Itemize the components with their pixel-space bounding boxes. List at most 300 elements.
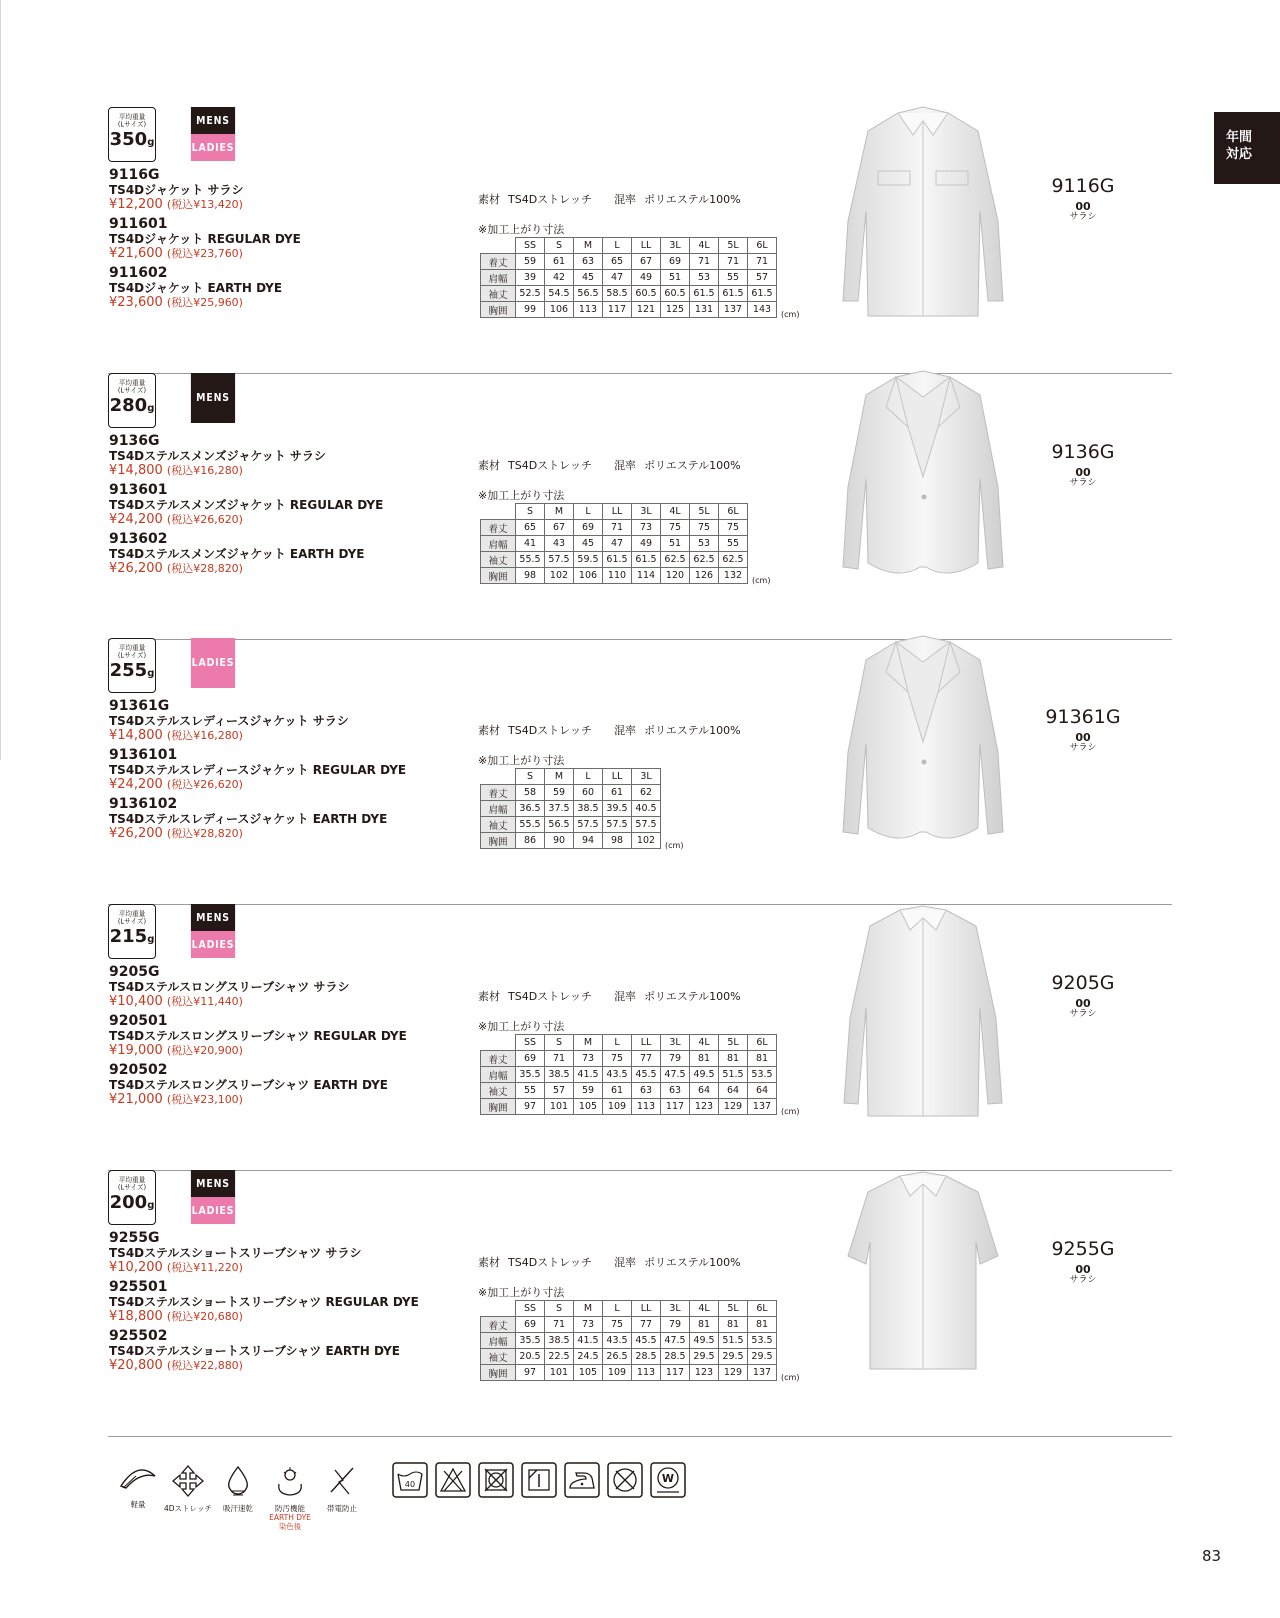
size-header: S [545,1035,574,1051]
price-tax-included: (税込¥23,760) [166,247,243,260]
price-value: ¥26,200 [109,826,163,841]
size-header: S [545,238,574,254]
price-tax-included: (税込¥26,620) [166,513,243,526]
water-drop-icon [208,1464,268,1498]
size-row-label: 着丈 [481,1051,516,1067]
size-cell: 131 [690,302,719,318]
size-cell: 56.5 [545,817,574,833]
size-cell: 53 [690,536,719,552]
size-chart-corner [481,1035,516,1051]
size-header: L [603,238,632,254]
size-cell: 69 [574,520,603,536]
price-value: ¥20,800 [109,1358,163,1373]
size-cell: 45 [574,536,603,552]
material-value: TS4Dストレッチ [508,459,593,472]
size-chart-title: ※加工上がり寸法 [478,1020,565,1033]
size-row-label: 袖丈 [481,1083,516,1099]
size-row-label: 肩幅 [481,536,516,552]
price-tax-included: (税込¥20,900) [166,1044,243,1057]
gender-badges [187,904,239,958]
color-number: 00 [1075,731,1091,744]
size-header: L [603,1301,632,1317]
size-chart [480,1300,777,1381]
size-cell: 55.5 [516,552,545,568]
size-cell: 75 [719,520,748,536]
size-cell: 57.5 [574,817,603,833]
no-dry-clean-icon [607,1462,643,1498]
size-cell: 125 [661,302,690,318]
size-row-label: 袖丈 [481,817,516,833]
size-chart [480,503,748,584]
item-entry [109,167,429,213]
product-code: 91361G [1045,706,1121,728]
feature-item [260,1464,320,1531]
size-cell: 71 [545,1051,574,1067]
item-entry [109,265,429,311]
color-name: サラシ [1069,743,1097,753]
size-cell: 81 [719,1051,748,1067]
size-chart-title: ※加工上がり寸法 [478,489,565,502]
size-header: 6L [748,1301,777,1317]
size-header: LL [603,504,632,520]
weight-badge [108,904,156,959]
size-row-label: 胸囲 [481,1099,516,1115]
size-cell: 43.5 [603,1067,632,1083]
size-cell: 28.5 [661,1349,690,1365]
feature-label: 吸汗速乾 [223,1504,253,1513]
size-row-label: 肩幅 [481,1067,516,1083]
size-cell: 57 [545,1083,574,1099]
size-unit: (cm) [781,1373,800,1382]
item-code: 920502 [109,1062,168,1078]
size-cell: 129 [719,1099,748,1115]
item-price [109,1358,429,1374]
size-cell: 75 [690,520,719,536]
size-cell: 137 [748,1099,777,1115]
size-cell: 55 [719,270,748,286]
price-value: ¥21,000 [109,1092,163,1107]
size-cell: 37.5 [545,801,574,817]
size-cell: 51 [661,270,690,286]
size-header: 4L [690,1035,719,1051]
size-chart [480,768,661,849]
item-code: 9136G [109,433,160,449]
item-price [109,1092,429,1108]
size-cell: 109 [603,1365,632,1381]
item-price [109,512,429,528]
color-name: サラシ [1069,1009,1097,1019]
ladies-badge: LADIES [191,638,235,688]
gender-badges [187,107,239,161]
wash-40-icon [392,1462,428,1498]
blend-value: ポリエステル100% [644,1256,741,1269]
weight-badge [108,638,156,693]
color-number: 00 [1075,997,1091,1010]
wet-clean-icon [650,1462,686,1498]
size-header: 6L [748,238,777,254]
size-unit: (cm) [665,841,684,850]
size-cell: 55.5 [516,817,545,833]
product-code: 9205G [1051,972,1115,994]
size-cell: 75 [603,1317,632,1333]
item-code: 9136102 [109,796,178,812]
price-tax-included: (税込¥28,820) [166,562,243,575]
wash-temperature: 40 [404,1480,416,1489]
weight-unit: g [147,1200,155,1211]
item-name: TS4Dステルスメンズジャケット REGULAR DYE [109,498,384,512]
item-code: 913602 [109,531,168,547]
size-row-label: 胸囲 [481,833,516,849]
item-name: TS4Dステルスショートスリーブシャツ REGULAR DYE [109,1295,419,1309]
size-cell: 65 [603,254,632,270]
product-section [108,638,1172,905]
item-price [109,561,429,577]
item-price [109,197,429,213]
size-row [481,1067,777,1083]
material-line [478,722,763,738]
size-row [481,302,777,318]
size-cell: 81 [690,1317,719,1333]
size-cell: 61.5 [719,286,748,302]
price-value: ¥19,000 [109,1043,163,1058]
color-number: 00 [1075,466,1091,479]
color-name: サラシ [1069,478,1097,488]
blend-label: 混率 [614,193,637,206]
size-cell: 63 [632,1083,661,1099]
size-chart [480,237,777,318]
size-cell: 39.5 [603,801,632,817]
size-cell: 81 [748,1317,777,1333]
size-header: 6L [748,1035,777,1051]
feature-label: 4Dストレッチ [164,1504,212,1513]
weight-badge [108,373,156,428]
size-cell: 109 [603,1099,632,1115]
ladies-badge: LADIES [191,1197,235,1224]
size-row-label: 着丈 [481,785,516,801]
size-row [481,1051,777,1067]
material-value: TS4Dストレッチ [508,193,593,206]
weight-label: 平均重量 (Lサイズ) [117,379,147,395]
size-cell: 63 [574,254,603,270]
size-header: M [574,1301,603,1317]
size-header: 4L [690,1301,719,1317]
mens-badge: MENS [191,904,235,931]
size-cell: 101 [545,1099,574,1115]
weight-label: 平均重量 (Lサイズ) [117,910,147,926]
size-cell: 42 [545,270,574,286]
feature-label: 軽量 [130,1500,146,1509]
material-line [478,1254,763,1270]
garment-photo [838,101,1008,321]
size-header: 3L [661,238,690,254]
size-header: 4L [690,238,719,254]
price-value: ¥12,200 [109,197,163,212]
material-line [478,191,763,207]
blend-value: ポリエステル100% [644,724,741,737]
item-entry [109,698,429,744]
size-cell: 137 [748,1365,777,1381]
blend-value: ポリエステル100% [644,990,741,1003]
ladies-badge: LADIES [191,134,235,161]
size-chart-corner [481,1301,516,1317]
weight-unit: g [147,668,155,679]
material-line [478,457,763,473]
item-name: TS4Dステルスロングスリーブシャツ サラシ [109,980,350,994]
size-header: SS [516,1035,545,1051]
size-cell: 94 [574,833,603,849]
weight-badge [108,107,156,162]
price-tax-included: (税込¥16,280) [166,729,243,742]
feature-label: 帯電防止 [327,1504,357,1513]
size-cell: 75 [603,1051,632,1067]
size-cell: 51.5 [719,1333,748,1349]
size-cell: 69 [516,1317,545,1333]
size-cell: 67 [545,520,574,536]
size-cell: 59 [545,785,574,801]
size-cell: 61 [603,1083,632,1099]
price-value: ¥24,200 [109,777,163,792]
size-header: LL [632,1301,661,1317]
size-cell: 29.5 [719,1349,748,1365]
size-cell: 61.5 [748,286,777,302]
size-cell: 60.5 [661,286,690,302]
size-cell: 64 [690,1083,719,1099]
size-cell: 62.5 [661,552,690,568]
size-cell: 129 [719,1365,748,1381]
size-header: LL [632,238,661,254]
size-cell: 57.5 [632,817,661,833]
size-cell: 28.5 [632,1349,661,1365]
size-cell: 53.5 [748,1067,777,1083]
weight-number: 255 [109,660,148,681]
size-cell: 26.5 [603,1349,632,1365]
weight-unit: g [147,934,155,945]
price-tax-included: (税込¥20,680) [166,1310,243,1323]
price-value: ¥10,400 [109,994,163,1009]
size-cell: 41.5 [574,1333,603,1349]
item-name: TS4Dジャケット EARTH DYE [109,281,283,295]
size-cell: 57 [748,270,777,286]
size-cell: 43 [545,536,574,552]
wet-clean-letter: W [661,1472,675,1485]
size-chart-corner [481,504,516,520]
material-value: TS4Dストレッチ [508,990,593,1003]
price-tax-included: (税込¥22,880) [166,1359,243,1372]
item-price [109,728,429,744]
size-cell: 126 [690,568,719,584]
weight-value [109,660,155,685]
size-cell: 81 [719,1317,748,1333]
item-code: 925501 [109,1279,168,1295]
size-cell: 29.5 [690,1349,719,1365]
item-code: 920501 [109,1013,168,1029]
size-cell: 62.5 [719,552,748,568]
size-row-label: 胸囲 [481,568,516,584]
size-cell: 77 [632,1051,661,1067]
gender-badges [187,1170,239,1224]
item-price [109,463,429,479]
garment-photo [838,898,1008,1118]
size-row-label: 胸囲 [481,302,516,318]
size-cell: 120 [661,568,690,584]
item-code: 925502 [109,1328,168,1344]
material-label: 素材 [478,459,500,472]
material-value: TS4Dストレッチ [508,724,593,737]
size-cell: 62.5 [690,552,719,568]
size-cell: 123 [690,1099,719,1115]
size-row-label: 袖丈 [481,1349,516,1365]
size-header: LL [603,769,632,785]
price-tax-included: (税込¥28,820) [166,827,243,840]
item-list [109,1230,429,1377]
size-cell: 71 [690,254,719,270]
weight-unit: g [147,403,155,414]
size-cell: 38.5 [574,801,603,817]
size-chart [480,1034,777,1115]
size-cell: 35.5 [516,1067,545,1083]
size-cell: 97 [516,1099,545,1115]
size-cell: 49 [632,270,661,286]
item-name: TS4Dステルスレディースジャケット REGULAR DYE [109,763,407,777]
item-name: TS4Dステルスメンズジャケット サラシ [109,449,326,463]
size-cell: 73 [574,1051,603,1067]
item-price [109,246,429,262]
size-chart-title: ※加工上がり寸法 [478,754,565,767]
item-entry [109,964,429,1010]
mens-badge: MENS [191,107,235,134]
size-cell: 63 [661,1083,690,1099]
size-cell: 64 [719,1083,748,1099]
size-cell: 58 [516,785,545,801]
size-row [481,817,661,833]
item-price [109,1043,429,1059]
size-cell: 97 [516,1365,545,1381]
price-value: ¥10,200 [109,1260,163,1275]
feature-item [312,1464,372,1513]
material-line [478,988,763,1004]
size-row [481,1333,777,1349]
size-cell: 57.5 [603,817,632,833]
item-entry [109,796,429,842]
size-cell: 117 [661,1365,690,1381]
price-value: ¥14,800 [109,463,163,478]
item-entry [109,1328,429,1374]
size-cell: 49.5 [690,1067,719,1083]
blend-label: 混率 [614,724,637,737]
product-code: 9255G [1051,1238,1115,1260]
size-row-label: 肩幅 [481,801,516,817]
size-row [481,1099,777,1115]
price-value: ¥14,800 [109,728,163,743]
size-cell: 43.5 [603,1333,632,1349]
size-cell: 81 [748,1051,777,1067]
size-cell: 77 [632,1317,661,1333]
size-header: 3L [632,769,661,785]
size-cell: 45.5 [632,1333,661,1349]
item-entry [109,1062,429,1108]
price-value: ¥18,800 [109,1309,163,1324]
size-header: SS [516,238,545,254]
size-row [481,801,661,817]
weight-label: 平均重量 (Lサイズ) [117,1176,147,1192]
size-header: 4L [661,504,690,520]
item-entry [109,747,429,793]
size-row [481,568,748,584]
size-cell: 117 [661,1099,690,1115]
size-cell: 61.5 [603,552,632,568]
size-cell: 49.5 [690,1333,719,1349]
size-header: M [545,504,574,520]
size-cell: 71 [603,520,632,536]
size-cell: 79 [661,1051,690,1067]
no-bleach-icon [435,1462,471,1498]
color-name: サラシ [1069,212,1097,222]
material-value: TS4Dストレッチ [508,1256,593,1269]
size-header: L [603,1035,632,1051]
size-cell: 57.5 [545,552,574,568]
side-tab-line2: 対応 [1226,147,1253,162]
size-cell: 105 [574,1099,603,1115]
weight-value [109,1192,155,1217]
feature-item [208,1464,268,1513]
item-price [109,1260,429,1276]
price-tax-included: (税込¥11,440) [166,995,243,1008]
size-cell: 64 [748,1083,777,1099]
size-cell: 69 [661,254,690,270]
size-cell: 60 [574,785,603,801]
blend-label: 混率 [614,1256,637,1269]
item-price [109,994,429,1010]
size-row-label: 着丈 [481,254,516,270]
weight-label: 平均重量 (Lサイズ) [117,644,147,660]
price-value: ¥21,600 [109,246,163,261]
garment-photo [838,1164,1008,1384]
size-cell: 56.5 [574,286,603,302]
size-cell: 67 [632,254,661,270]
size-header: 5L [719,238,748,254]
blend-label: 混率 [614,990,637,1003]
size-header: L [574,504,603,520]
size-cell: 71 [748,254,777,270]
weight-value [109,129,155,154]
size-row [481,833,661,849]
size-header: 3L [632,504,661,520]
size-row [481,1317,777,1333]
size-cell: 113 [574,302,603,318]
size-cell: 38.5 [545,1067,574,1083]
item-name: TS4Dステルスショートスリーブシャツ EARTH DYE [109,1344,401,1358]
size-header: L [574,769,603,785]
item-name: TS4Dステルスレディースジャケット EARTH DYE [109,812,388,826]
weight-number: 350 [109,129,148,150]
size-cell: 121 [632,302,661,318]
material-label: 素材 [478,724,500,737]
size-header: 3L [661,1035,690,1051]
size-cell: 90 [545,833,574,849]
size-cell: 47 [603,270,632,286]
size-header: S [516,504,545,520]
garment-photo [838,367,1008,587]
size-header: 5L [690,504,719,520]
size-cell: 61 [545,254,574,270]
price-tax-included: (税込¥13,420) [166,198,243,211]
size-cell: 38.5 [545,1333,574,1349]
size-row-label: 袖丈 [481,552,516,568]
weight-value [109,395,155,420]
size-cell: 45.5 [632,1067,661,1083]
size-unit: (cm) [781,1107,800,1116]
size-cell: 143 [748,302,777,318]
